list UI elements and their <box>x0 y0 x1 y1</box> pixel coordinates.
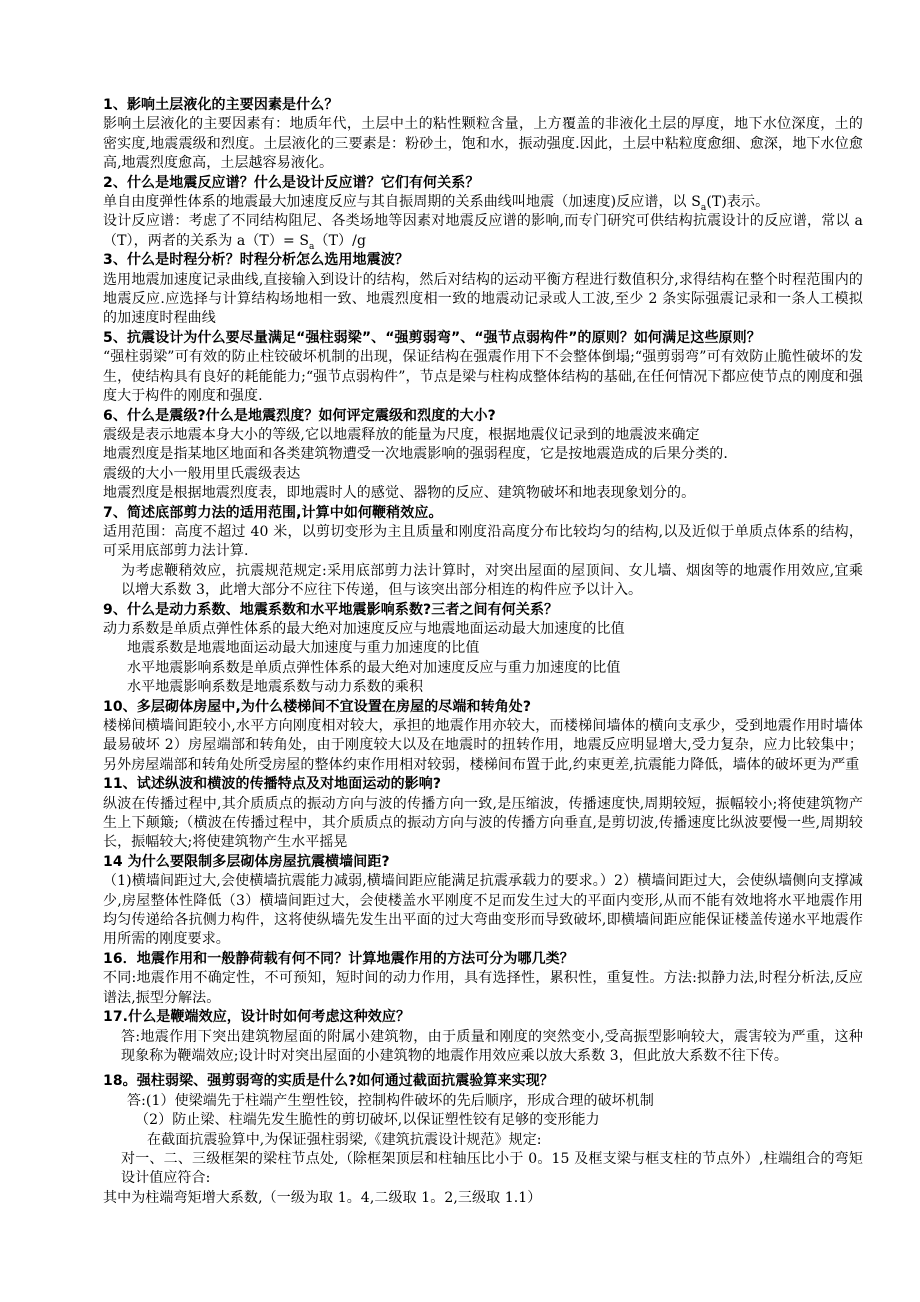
answer-paragraph: （2）防止梁、柱端先发生脆性的剪切破坏,以保证塑性铰有足够的变形能力 <box>135 1112 600 1129</box>
text-run: (T)表示。 <box>706 194 770 211</box>
answer-paragraph: 答:地震作用下突出建筑物屋面的附属小建筑物，由于质量和刚度的突然变小,受高振型影响较大，震害较为严重，这种现象称为鞭端效应;设计时对突出屋面的小建筑物的地震作用效应乘以放大系数 3，但此放大系数不往下传。 <box>121 1028 863 1064</box>
text-run: 单自由度弹性体系的地震最大加速度反应与其自振周期的关系曲线叫地震（加速度)反应谱，以 S <box>103 194 701 211</box>
answer-paragraph: 楼梯间横墙间距较小,水平方向刚度相对较大，承担的地震作用亦较大，而楼梯间墙体的横向支承少，受到地震作用时墙体最易破坏 2）房屋端部和转角处，由于刚度较大以及在地震时的扭转作用，地震反应明显增大,受力复杂，应力比较集中；另外房屋端部和转角处所受房屋的整体约束作用相对较弱，楼梯间布置于此,约束更差,抗震能力降低，墙体的破坏更为严重 <box>103 718 863 773</box>
answer-paragraph: 选用地震加速度记录曲线,直接输入到设计的结构，然后对结构的运动平衡方程进行数值积分,求得结构在整个时程范围内的地震反应.应选择与计算结构场地相一致、地震烈度相一致的地震动记录或人工波,至少 2 条实际强震记录和一条人工模拟的加速度时程曲线 <box>103 271 863 327</box>
answer-paragraph: 适用范围：高度不超过 40 米，以剪切变形为主且质量和刚度沿高度分布比较均匀的结构,以及近似于单质点体系的结构，可采用底部剪力法计算. <box>103 523 863 560</box>
answer-paragraph: 水平地震影响系数是地震系数与动力系数的乘积 <box>127 679 424 696</box>
answer-paragraph <box>103 212 863 251</box>
answer-paragraph: 在截面抗震验算中,为保证强柱弱梁,《建筑抗震设计规范》规定: <box>147 1131 542 1148</box>
answer-paragraph: （1)横墙间距过大,会使横墙抗震能力减弱,横墙间距应能满足抗震承载力的要求。）2）横墙间距过大，会使纵墙侧向支撑减少,房屋整体性降低（3）横墙间距过大，会使楼盖水平刚度不足而发生过大的平面内变形,从而不能有效地将水平地震作用均匀传递给各抗侧力构件，这将使纵墙先发生出平面的过大弯曲变形而导致破坏,即横墙间距应能保证楼盖传递水平地震作用所需的刚度要求。 <box>103 873 863 948</box>
section-7 <box>103 504 863 601</box>
section-6 <box>103 407 863 504</box>
question-heading: 18。强柱弱梁、强剪弱弯的实质是什么?如何通过截面抗震验算来实现？ <box>103 1073 554 1090</box>
answer-paragraph <box>103 193 863 212</box>
question-heading: 17.什么是鞭端效应，设计时如何考虑这种效应？ <box>103 1009 411 1026</box>
answer-paragraph: 其中为柱端弯矩增大系数,（一级为取 1。4,二级取 1。2,三级取 1.1） <box>103 1189 542 1206</box>
question-heading: 11、试述纵波和横波的传播特点及对地面运动的影响? <box>103 776 442 793</box>
answer-paragraph: 地震系数是地震地面运动最大加速度与重力加速度的比值 <box>127 640 480 657</box>
section-3 <box>103 251 863 329</box>
section-5 <box>103 329 863 407</box>
question-heading: 14 为什么要限制多层砌体房屋抗震横墙间距? <box>103 853 390 870</box>
text-run: （T）/g <box>314 232 367 249</box>
answer-paragraph: 不同:地震作用不确定性，不可预知，短时间的动力作用，具有选择性，累积性，重复性。方法:拟静力法,时程分析法,反应谱法,振型分解法。 <box>103 970 863 1006</box>
section-1 <box>103 96 863 174</box>
answer-paragraph: 震级是表示地震本身大小的等级,它以地震释放的能量为尺度，根据地震仪记录到的地震波来确定 <box>103 426 700 443</box>
answer-paragraph: 对一、二、三级框架的梁柱节点处,（除框架顶层和柱轴压比小于 0。15 及框支梁与框支柱的节点外）,柱端组合的弯矩设计值应符合: <box>121 1150 863 1187</box>
answer-paragraph: 震级的大小一般用里氏震级表达 <box>103 465 301 482</box>
question-heading: 3、什么是时程分析？时程分析怎么选用地震波？ <box>103 252 409 269</box>
text-run: 设计反应谱：考虑了不同结构阻尼、各类场地等因素对地震反应谱的影响,而专门研究可供结构抗震设计的反应谱，常以 a（T），两者的关系为 a（T）= S <box>103 213 863 249</box>
question-heading: 1、影响土层液化的主要因素是什么？ <box>103 97 339 113</box>
section-18 <box>103 1072 863 1208</box>
question-heading: 6、什么是震级?什么是地震烈度？如何评定震级和烈度的大小? <box>103 407 496 424</box>
answer-paragraph: 动力系数是单质点弹性体系的最大绝对加速度反应与地震地面运动最大加速度的比值 <box>103 620 625 637</box>
question-heading: 16．地震作用和一般静荷载有何不同？计算地震作用的方法可分为哪几类？ <box>103 950 574 967</box>
question-heading: 2、什么是地震反应谱？什么是设计反应谱？它们有何关系？ <box>103 174 480 191</box>
question-heading: 7、简述底部剪力法的适用范围,计算中如何鞭稍效应。 <box>103 504 443 521</box>
section-16 <box>103 950 863 1008</box>
question-heading: 10、多层砌体房屋中,为什么楼梯间不宜设置在房屋的尽端和转角处? <box>103 698 532 715</box>
section-17 <box>103 1008 863 1066</box>
answer-paragraph: 为考虑鞭稍效应，抗震规范规定:采用底部剪力法计算时，对突出屋面的屋顶间、女儿墙、烟囱等的地震作用效应,宜乘以增大系数 3，此增大部分不应往下传递，但与该突出部分相连的构件应予以计入。 <box>121 562 863 599</box>
answer-paragraph: 水平地震影响系数是单质点弹性体系的最大绝对加速度反应与重力加速度的比值 <box>127 659 621 676</box>
section-2 <box>103 174 863 252</box>
answer-paragraph: 地震烈度是根据地震烈度表，即地震时人的感觉、器物的反应、建筑物破坏和地表现象划分的。 <box>103 485 696 502</box>
answer-paragraph: 地震烈度是指某地区地面和各类建筑物遭受一次地震影响的强弱程度，它是按地震造成的后果分类的. <box>103 446 728 463</box>
answer-paragraph: 影响土层液化的主要因素有：地质年代，土层中土的粘性颗粒含量，上方覆盖的非液化土层的厚度，地下水位深度，土的密实度,地震震级和烈度。土层液化的三要素是：粉砂土，饱和水，振动强度.因此，土层中粘粒度愈细、愈深，地下水位愈高,地震烈度愈高，土层越容易液化。 <box>103 116 863 172</box>
section-14 <box>103 853 863 950</box>
answer-paragraph: “强柱弱梁”可有效的防止柱铰破坏机制的出现，保证结构在强震作用下不会整体倒塌;“强剪弱弯”可有效防止脆性破坏的发生，使结构具有良好的耗能能力;“强节点弱构件”，节点是梁与柱构成整体结构的基础,在任何情况下都应使节点的刚度和强度大于构件的刚度和强度. <box>103 349 863 405</box>
answer-paragraph: 答:(1）使梁端先于柱端产生塑性铰，控制构件破坏的先后顺序，形成合理的破坏机制 <box>127 1092 654 1109</box>
section-11 <box>103 775 863 853</box>
subscript: a <box>309 241 315 252</box>
section-9 <box>103 601 863 698</box>
answer-paragraph: 纵波在传播过程中,其介质质点的振动方向与波的传播方向一致,是压缩波，传播速度快,周期较短，振幅较小;将使建筑物产生上下颠簸;（横波在传播过程中，其介质质点的振动方向与波的传播方向垂直,是剪切波,传播速度比纵波要慢一些,周期较长，振幅较大;将使建筑物产生水平摇晃 <box>103 795 863 851</box>
document-page <box>103 96 863 1208</box>
section-10 <box>103 698 863 776</box>
question-heading: 5、抗震设计为什么要尽量满足“强柱弱梁”、“强剪弱弯”、“强节点弱构件”的原则？如何满足这些原则？ <box>103 329 761 346</box>
subscript: a <box>700 202 707 213</box>
question-heading: 9、什么是动力系数、地震系数和水平地震影响系数?三者之间有何关系？ <box>103 601 559 618</box>
